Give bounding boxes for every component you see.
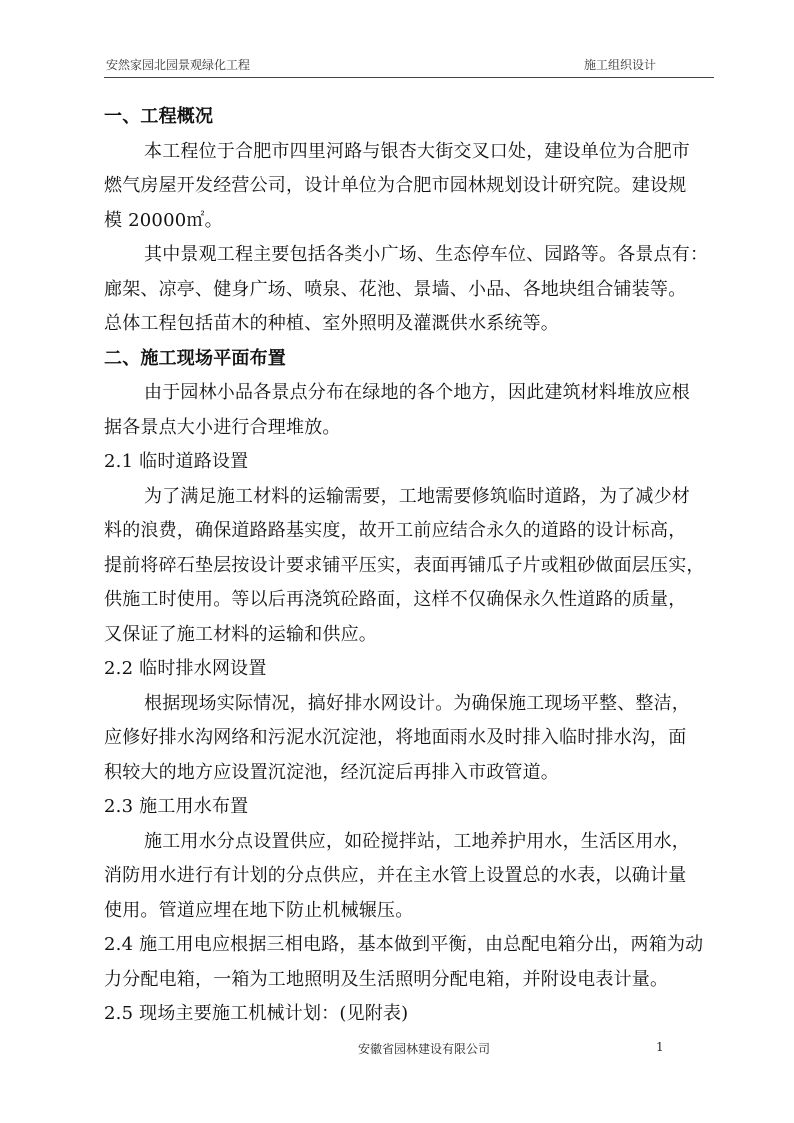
paragraph-line: 消防用水进行有计划的分点供应，并在主水管上设置总的水表，以确计量 (104, 865, 687, 886)
paragraph-line: 总体工程包括苗木的种植、室外照明及灌溉供水系统等。 (104, 313, 559, 334)
paragraph-line: 积较大的地方应设置沉淀池，经沉淀后再排入市政管道。 (104, 761, 559, 783)
page-header (104, 54, 714, 76)
footer-company-name: 安徽省园林建设有限公司 (358, 1042, 491, 1056)
paragraph-line: 提前将碎石垫层按设计要求铺平压实，表面再铺瓜子片或粗砂做面层压实， (104, 554, 705, 576)
paragraph-line: 又保证了施工材料的运输和供应。 (104, 623, 377, 645)
header-divider (104, 77, 714, 78)
paragraph-line: 廊架、凉亭、健身广场、喷泉、花池、景墙、小品、各地块组合铺装等。 (104, 278, 687, 300)
header-document-type: 施工组织设计 (584, 58, 657, 72)
paragraph-line: 燃气房屋开发经营公司，设计单位为合肥市园林规划设计研究院。建设规 (104, 175, 687, 196)
paragraph-line: 料的浪费，确保道路路基实度，故开工前应结合永久的道路的设计标高， (104, 520, 687, 541)
paragraph-line: 施工用水分点设置供应，如砼搅拌站，工地养护用水，生活区用水， (144, 830, 690, 852)
subsection-heading-drainage: 2.2 临时排水网设置 (104, 658, 267, 679)
subsection-power-supply: 2.4 施工用电应根据三相电路，基本做到平衡，由总配电箱分出，两箱为动 (104, 934, 704, 955)
subsection-machinery-plan: 2.5 现场主要施工机械计划：(见附表) (104, 1003, 409, 1024)
paragraph-line: 模 20000㎡。 (104, 209, 223, 231)
paragraph-line: 本工程位于合肥市四里河路与银杏大街交叉口处，建设单位为合肥市 (144, 140, 690, 162)
subsection-heading-temporary-roads: 2.1 临时道路设置 (104, 451, 249, 472)
header-project-title: 安然家园北园景观绿化工程 (106, 58, 251, 72)
section-heading-site-layout: 二、施工现场平面布置 (104, 347, 286, 369)
page-number: 1 (656, 1040, 664, 1054)
paragraph-line: 使用。管道应埋在地下防止机械辗压。 (104, 899, 414, 921)
paragraph-line: 据各景点大小进行合理堆放。 (104, 416, 341, 438)
section-heading-project-overview: 一、工程概况 (104, 106, 214, 127)
paragraph-line: 应修好排水沟网络和污泥水沉淀池，将地面雨水及时排入临时排水沟，面 (104, 727, 687, 748)
paragraph-line: 由于园林小品各景点分布在绿地的各个地方，因此建筑材料堆放应根 (144, 382, 690, 403)
paragraph-line: 供施工时使用。等以后再浇筑砼路面，这样不仅确保永久性道路的质量， (104, 589, 687, 610)
page-footer (0, 1040, 794, 1060)
document-body (104, 100, 716, 1032)
paragraph-line: 其中景观工程主要包括各类小广场、生态停车位、园路等。各景点有： (144, 244, 709, 265)
paragraph-line: 力分配电箱，一箱为工地照明及生活照明分配电箱，并附设电表计量。 (104, 968, 669, 990)
paragraph-line: 根据现场实际情况，搞好排水网设计。为确保施工现场平整、整洁， (144, 692, 690, 714)
paragraph-line: 为了满足施工材料的运输需要，工地需要修筑临时道路，为了减少材 (144, 485, 690, 507)
subsection-heading-water-supply: 2.3 施工用水布置 (104, 796, 249, 817)
